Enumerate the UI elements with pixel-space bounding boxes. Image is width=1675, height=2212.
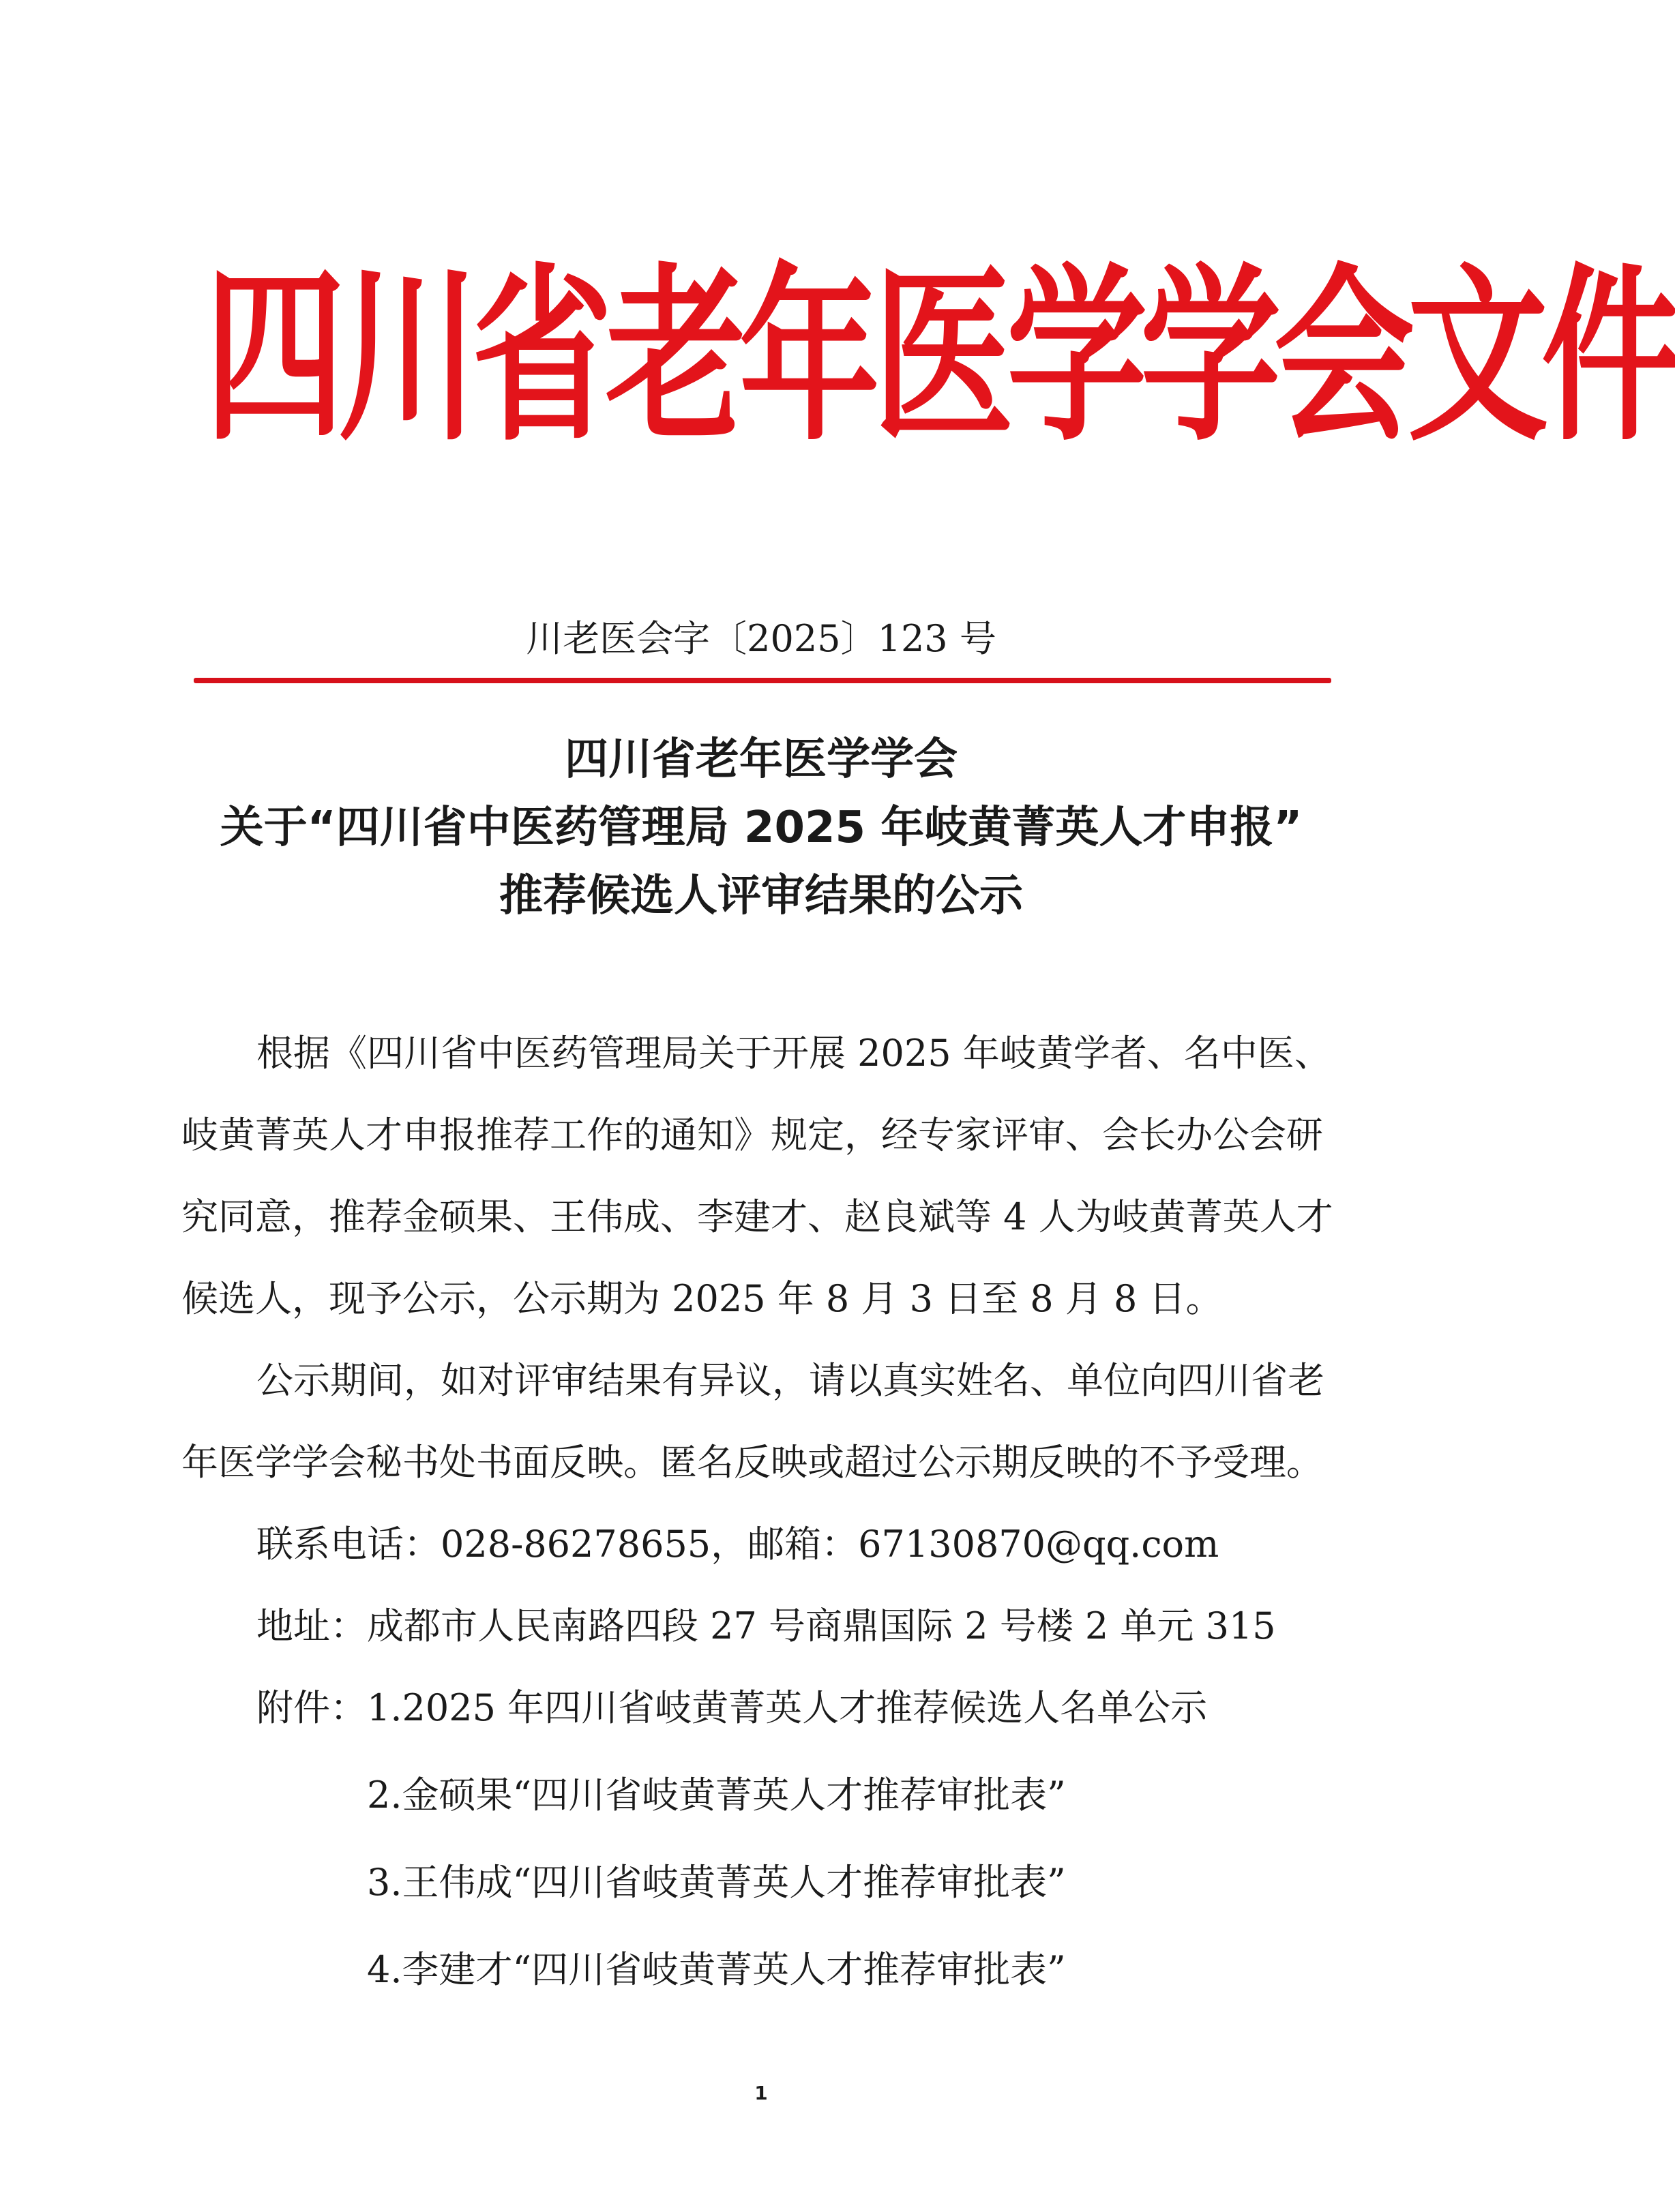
address-line: 地址：成都市人民南路四段 27 号商鼎国际 2 号楼 2 单元 315 xyxy=(256,1604,1276,1647)
attachment-item-2: 2.金硕果“四川省岐黄菁英人才推荐审批表” xyxy=(367,1774,1066,1817)
attachment-item-1: 附件：1.2025 年四川省岐黄菁英人才推荐候选人名单公示 xyxy=(256,1686,1208,1729)
masthead-title: 四川省老年医学学会文件 xyxy=(205,245,1675,467)
red-divider-rule xyxy=(194,678,1331,683)
title-line-2: 关于“四川省中医药管理局 2025 年岐黄菁英人才申报” xyxy=(220,803,1303,853)
title-line-1: 四川省老年医学学会 xyxy=(565,734,958,785)
attachment-item-4: 4.李建才“四川省岐黄菁英人才推荐审批表” xyxy=(367,1948,1066,1991)
paragraph-2-line-1: 公示期间，如对评审结果有异议，请以真实姓名、单位向四川省老 xyxy=(256,1359,1324,1402)
attachment-item-3: 3.王伟成“四川省岐黄菁英人才推荐审批表” xyxy=(367,1861,1066,1904)
paragraph-1-line-3: 究同意，推荐金硕果、王伟成、李建才、赵良斌等 4 人为岐黄菁英人才 xyxy=(181,1195,1333,1238)
paragraph-2-line-2: 年医学学会秘书处书面反映。匿名反映或超过公示期反映的不予受理。 xyxy=(181,1441,1323,1484)
document-number: 川老医会字〔2025〕123 号 xyxy=(526,617,996,660)
contact-line: 联系电话：028-86278655，邮箱：67130870@qq.com xyxy=(256,1523,1219,1566)
paragraph-1-line-1: 根据《四川省中医药管理局关于开展 2025 年岐黄学者、名中医、 xyxy=(256,1032,1331,1075)
page-number: 1 xyxy=(754,2082,768,2104)
paragraph-1-line-2: 岐黄菁英人才申报推荐工作的通知》规定，经专家评审、会长办公会研 xyxy=(181,1114,1323,1156)
paragraph-1-line-4: 候选人，现予公示，公示期为 2025 年 8 月 3 日至 8 月 8 日。 xyxy=(181,1277,1223,1320)
title-line-3: 推荐候选人评审结果的公示 xyxy=(499,871,1023,921)
